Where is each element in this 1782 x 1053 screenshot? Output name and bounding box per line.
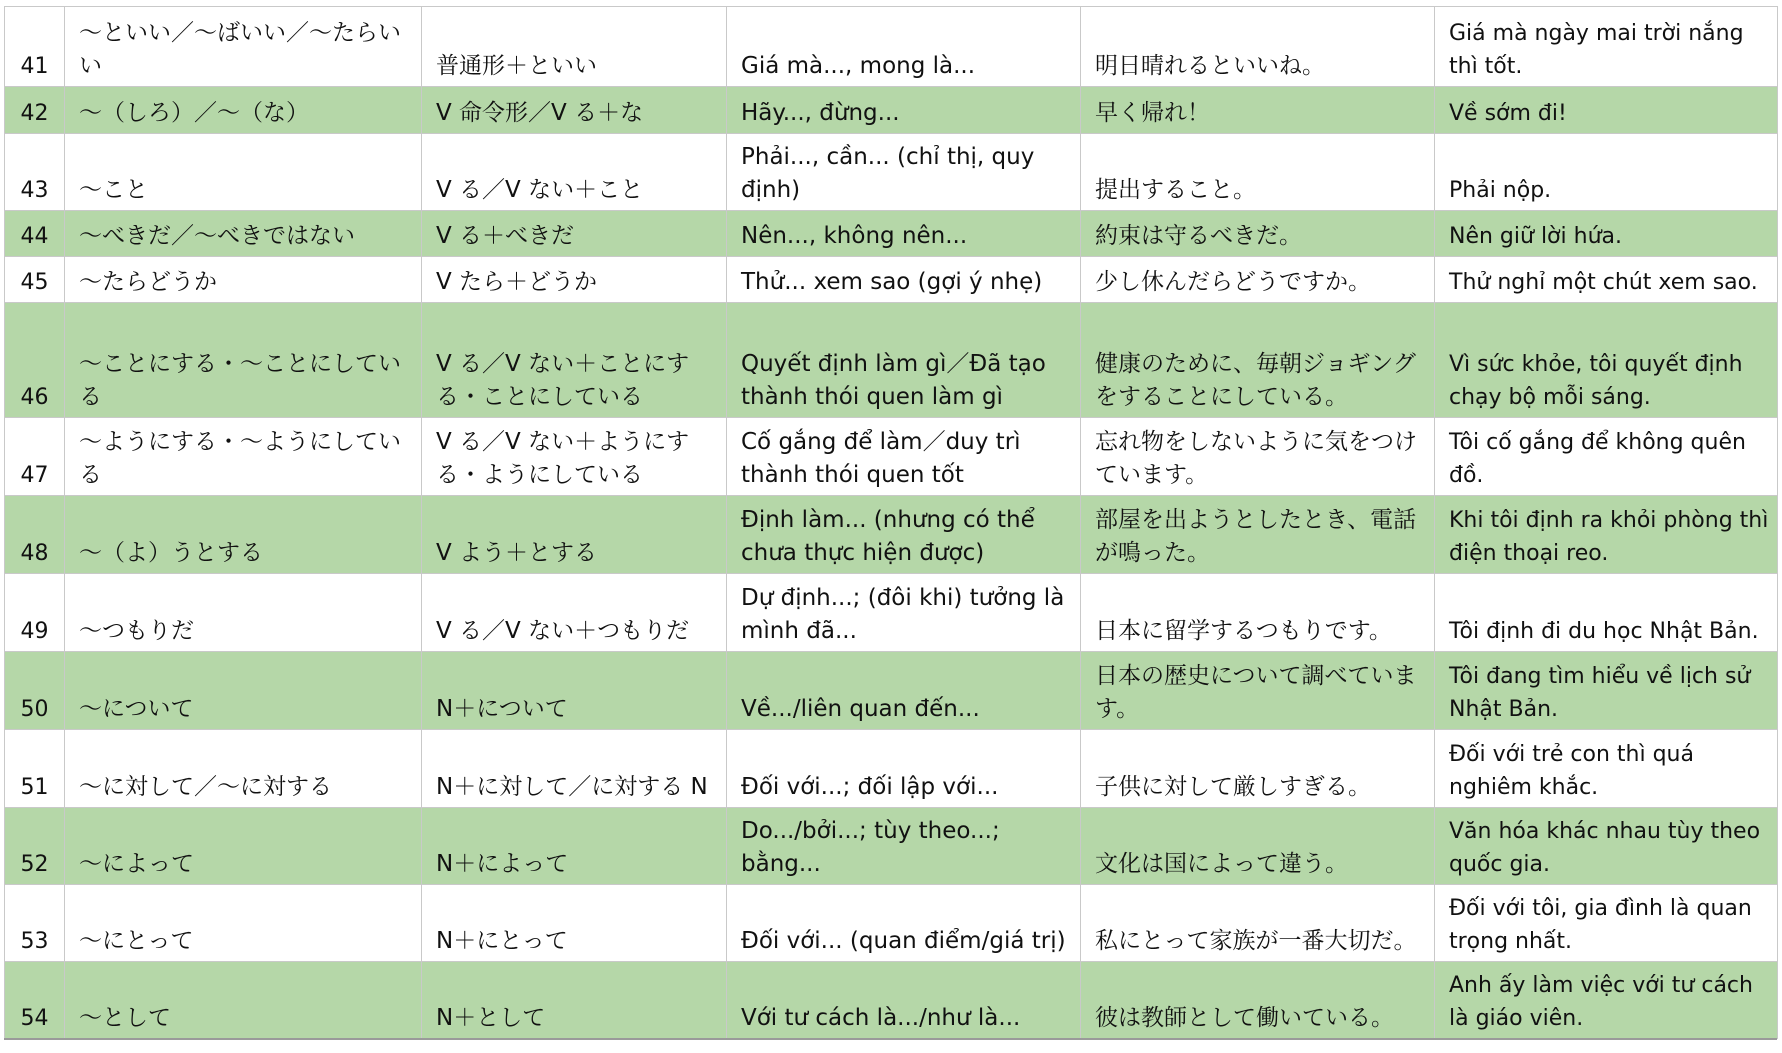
example-japanese: 約束は守るべきだ。 bbox=[1081, 211, 1435, 257]
grammar-pattern: ～ことにする・～ことにしている bbox=[65, 303, 422, 418]
table-row bbox=[5, 257, 1778, 303]
grammar-meaning: Quyết định làm gì／Đã tạo thành thói quen làm gì bbox=[727, 303, 1081, 418]
table-row bbox=[5, 418, 1778, 496]
example-japanese: 忘れ物をしないように気をつけています。 bbox=[1081, 418, 1435, 496]
table-row bbox=[5, 730, 1778, 808]
grammar-form: N＋に対して／に対する N bbox=[422, 730, 727, 808]
example-japanese: 文化は国によって違う。 bbox=[1081, 808, 1435, 885]
example-japanese: 部屋を出ようとしたとき、電話が鳴った。 bbox=[1081, 496, 1435, 574]
example-japanese: 明日晴れるといいね。 bbox=[1081, 7, 1435, 87]
grammar-form: V よう＋とする bbox=[422, 496, 727, 574]
grammar-form: V る／V ない＋ようにする・ようにしている bbox=[422, 418, 727, 496]
example-vietnamese: Văn hóa khác nhau tùy theo quốc gia. bbox=[1435, 808, 1778, 885]
row-number: 54 bbox=[5, 962, 65, 1039]
example-japanese: 子供に対して厳しすぎる。 bbox=[1081, 730, 1435, 808]
grammar-meaning: Về.../liên quan đến... bbox=[727, 652, 1081, 730]
table-row bbox=[5, 885, 1778, 962]
example-japanese: 彼は教師として働いている。 bbox=[1081, 962, 1435, 1039]
row-number: 43 bbox=[5, 134, 65, 211]
grammar-pattern: ～（よ）うとする bbox=[65, 496, 422, 574]
grammar-pattern: ～といい／～ばいい／～たらいい bbox=[65, 7, 422, 87]
table-row bbox=[5, 134, 1778, 211]
grammar-meaning: Định làm... (nhưng có thể chưa thực hiện được) bbox=[727, 496, 1081, 574]
example-vietnamese: Tôi cố gắng để không quên đồ. bbox=[1435, 418, 1778, 496]
row-number: 53 bbox=[5, 885, 65, 962]
grammar-form: V たら＋どうか bbox=[422, 257, 727, 303]
row-number: 50 bbox=[5, 652, 65, 730]
grammar-meaning: Cố gắng để làm／duy trì thành thói quen tốt bbox=[727, 418, 1081, 496]
row-number: 45 bbox=[5, 257, 65, 303]
example-japanese: 早く帰れ！ bbox=[1081, 87, 1435, 134]
grammar-form: N＋にとって bbox=[422, 885, 727, 962]
grammar-pattern: ～（しろ）／～（な） bbox=[65, 87, 422, 134]
grammar-table-body bbox=[5, 7, 1778, 1039]
example-vietnamese: Phải nộp. bbox=[1435, 134, 1778, 211]
example-vietnamese: Đối với tôi, gia đình là quan trọng nhất. bbox=[1435, 885, 1778, 962]
table-row bbox=[5, 652, 1778, 730]
grammar-form: N＋について bbox=[422, 652, 727, 730]
grammar-pattern: ～ようにする・～ようにしている bbox=[65, 418, 422, 496]
grammar-form: V る／V ない＋こと bbox=[422, 134, 727, 211]
grammar-meaning: Đối với... (quan điểm/giá trị) bbox=[727, 885, 1081, 962]
grammar-meaning: Với tư cách là.../như là... bbox=[727, 962, 1081, 1039]
grammar-pattern: ～によって bbox=[65, 808, 422, 885]
row-number: 46 bbox=[5, 303, 65, 418]
example-vietnamese: Tôi đang tìm hiểu về lịch sử Nhật Bản. bbox=[1435, 652, 1778, 730]
table-row bbox=[5, 962, 1778, 1039]
example-vietnamese: Về sớm đi! bbox=[1435, 87, 1778, 134]
row-number: 51 bbox=[5, 730, 65, 808]
example-vietnamese: Nên giữ lời hứa. bbox=[1435, 211, 1778, 257]
table-row bbox=[5, 808, 1778, 885]
grammar-form: V る／V ない＋ことにする・ことにしている bbox=[422, 303, 727, 418]
grammar-form: 普通形＋といい bbox=[422, 7, 727, 87]
example-vietnamese: Anh ấy làm việc với tư cách là giáo viên. bbox=[1435, 962, 1778, 1039]
example-japanese: 健康のために、毎朝ジョギングをすることにしている。 bbox=[1081, 303, 1435, 418]
table-bottom-border bbox=[4, 1038, 1777, 1040]
example-japanese: 提出すること。 bbox=[1081, 134, 1435, 211]
row-number: 47 bbox=[5, 418, 65, 496]
example-japanese: 少し休んだらどうですか。 bbox=[1081, 257, 1435, 303]
example-vietnamese: Đối với trẻ con thì quá nghiêm khắc. bbox=[1435, 730, 1778, 808]
example-vietnamese: Vì sức khỏe, tôi quyết định chạy bộ mỗi sáng. bbox=[1435, 303, 1778, 418]
example-japanese: 私にとって家族が一番大切だ。 bbox=[1081, 885, 1435, 962]
example-japanese: 日本の歴史について調べています。 bbox=[1081, 652, 1435, 730]
grammar-meaning: Do.../bởi...; tùy theo...; bằng... bbox=[727, 808, 1081, 885]
table-row bbox=[5, 87, 1778, 134]
example-vietnamese: Khi tôi định ra khỏi phòng thì điện thoại reo. bbox=[1435, 496, 1778, 574]
table-row bbox=[5, 7, 1778, 87]
row-number: 44 bbox=[5, 211, 65, 257]
grammar-form: N＋によって bbox=[422, 808, 727, 885]
grammar-meaning: Dự định...; (đôi khi) tưởng là mình đã... bbox=[727, 574, 1081, 652]
grammar-form: N＋として bbox=[422, 962, 727, 1039]
grammar-pattern: ～として bbox=[65, 962, 422, 1039]
grammar-pattern: ～に対して／～に対する bbox=[65, 730, 422, 808]
grammar-form: V る／V ない＋つもりだ bbox=[422, 574, 727, 652]
row-number: 52 bbox=[5, 808, 65, 885]
grammar-meaning: Thử... xem sao (gợi ý nhẹ) bbox=[727, 257, 1081, 303]
grammar-pattern: ～たらどうか bbox=[65, 257, 422, 303]
grammar-table bbox=[4, 6, 1778, 1039]
grammar-pattern: ～にとって bbox=[65, 885, 422, 962]
example-japanese: 日本に留学するつもりです。 bbox=[1081, 574, 1435, 652]
grammar-sheet bbox=[4, 6, 1777, 1039]
row-number: 48 bbox=[5, 496, 65, 574]
grammar-form: V 命令形／V る＋な bbox=[422, 87, 727, 134]
example-vietnamese: Tôi định đi du học Nhật Bản. bbox=[1435, 574, 1778, 652]
table-row bbox=[5, 303, 1778, 418]
grammar-meaning: Phải..., cần... (chỉ thị, quy định) bbox=[727, 134, 1081, 211]
table-row bbox=[5, 211, 1778, 257]
grammar-form: V る＋べきだ bbox=[422, 211, 727, 257]
row-number: 41 bbox=[5, 7, 65, 87]
example-vietnamese: Giá mà ngày mai trời nắng thì tốt. bbox=[1435, 7, 1778, 87]
grammar-pattern: ～について bbox=[65, 652, 422, 730]
grammar-meaning: Nên..., không nên... bbox=[727, 211, 1081, 257]
grammar-meaning: Đối với...; đối lập với... bbox=[727, 730, 1081, 808]
example-vietnamese: Thử nghỉ một chút xem sao. bbox=[1435, 257, 1778, 303]
table-row bbox=[5, 574, 1778, 652]
grammar-pattern: ～こと bbox=[65, 134, 422, 211]
table-row bbox=[5, 496, 1778, 574]
row-number: 42 bbox=[5, 87, 65, 134]
grammar-meaning: Giá mà..., mong là... bbox=[727, 7, 1081, 87]
row-number: 49 bbox=[5, 574, 65, 652]
grammar-pattern: ～つもりだ bbox=[65, 574, 422, 652]
grammar-meaning: Hãy..., đừng... bbox=[727, 87, 1081, 134]
grammar-pattern: ～べきだ／～べきではない bbox=[65, 211, 422, 257]
